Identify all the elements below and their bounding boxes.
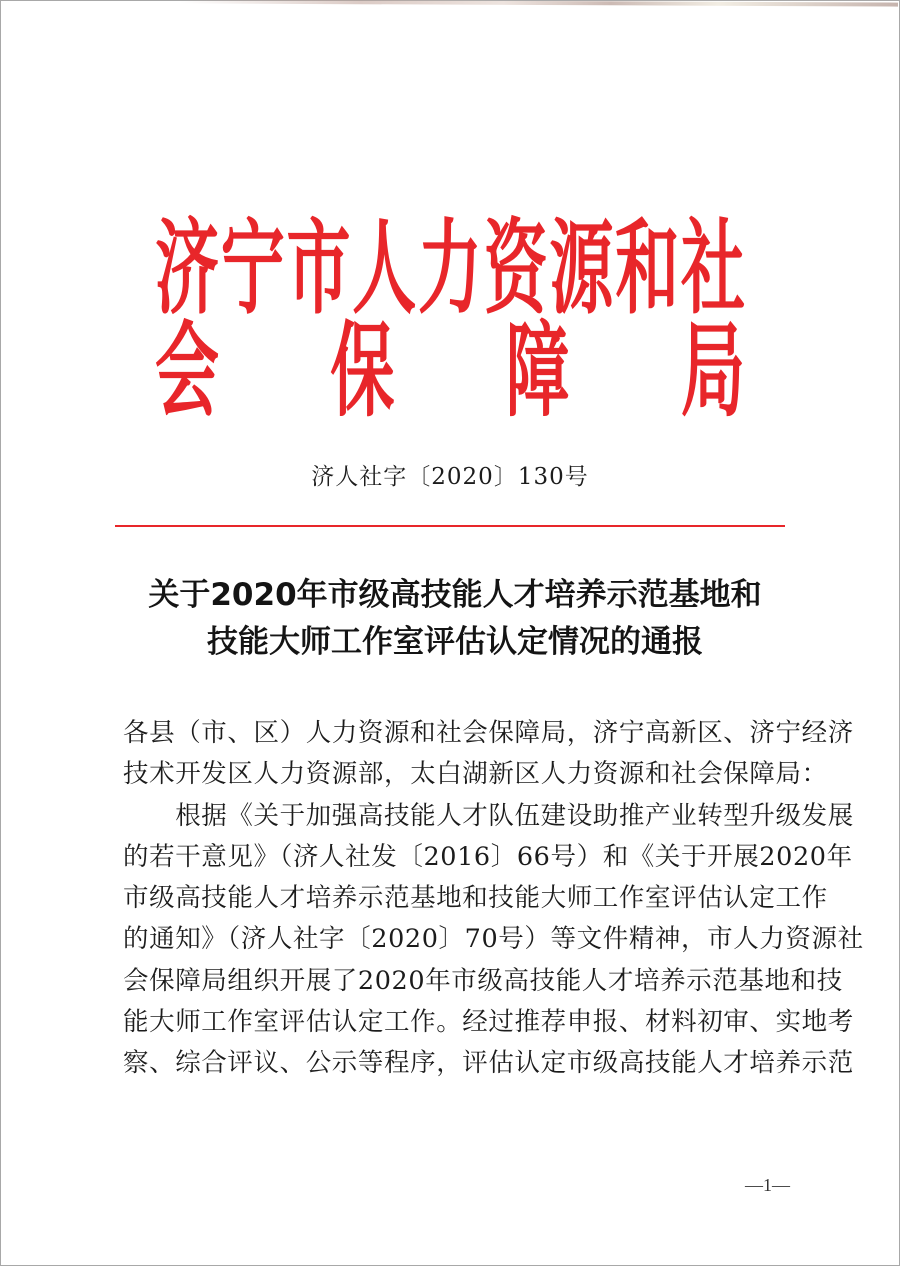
document-number: 济人社字〔2020〕130号 — [311, 464, 589, 490]
body-line: 的通知》（济人社字〔2020〕70号）等文件精神，市人力资源社 — [123, 924, 864, 955]
body-line: 市级高技能人才培养示范基地和技能大师工作室评估认定工作 — [123, 883, 828, 914]
issuer-name: 济宁市人力资源和社会保障局 — [155, 209, 745, 432]
title-line-2: 技能大师工作室评估认定情况的通报 — [207, 624, 703, 660]
document-title — [110, 572, 800, 666]
letterhead-issuer — [155, 209, 745, 432]
body-line: 的若干意见》（济人社发〔2016〕66号）和《关于开展2020年 — [123, 841, 853, 872]
body-line: 会保障局组织开展了2020年市级高技能人才培养示范基地和技 — [123, 965, 843, 996]
body-line: 察、综合评议、公示等程序，评估认定市级高技能人才培养示范 — [123, 1048, 854, 1079]
body-line: 根据《关于加强高技能人才队伍建设助推产业转型升级发展 — [123, 800, 854, 831]
body-line: 能大师工作室评估认定工作。经过推荐申报、材料初审、实地考 — [123, 1007, 854, 1038]
red-divider-rule — [115, 525, 785, 527]
page-number: —1— — [745, 1175, 790, 1195]
body-line: 各县（市、区）人力资源和社会保障局，济宁高新区、济宁经济 — [123, 718, 854, 748]
title-line-1: 关于2020年市级高技能人才培养示范基地和 — [148, 577, 762, 613]
body-line: 技术开发区人力资源部，太白湖新区人力资源和社会保障局： — [123, 759, 828, 790]
document-body — [123, 713, 864, 1085]
